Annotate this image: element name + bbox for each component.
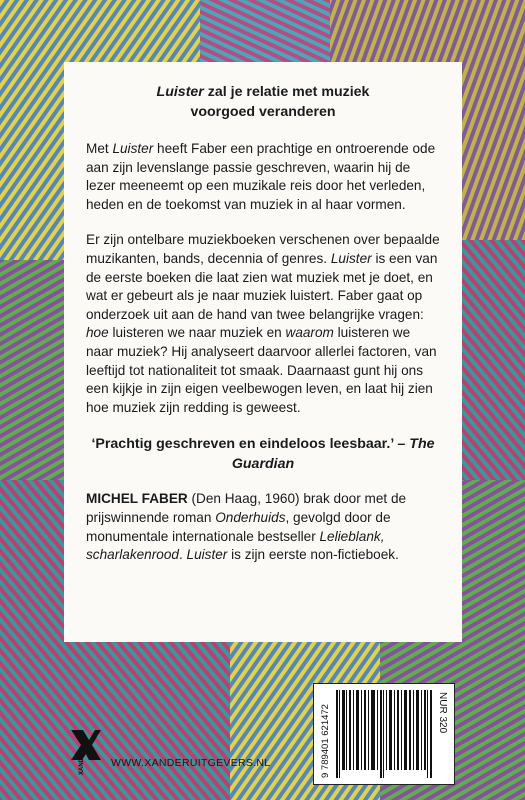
xander-logo bbox=[69, 728, 103, 776]
barcode-bars bbox=[336, 690, 432, 778]
press-quote: ‘Prachtig geschreven en eindeloos leesbaar.’ – The Guardian bbox=[91, 436, 435, 473]
paragraph-description: Er zijn ontelbare muziekboeken verschenen over bepaalde muzikanten, bands, decennia of genres. Luister is een van de eerste boeken die laat zien wat muziek met je doet, en wat er gebeurt als je naar muziek luistert. Faber gaat op onderzoek uit aan de hand van twee belangrijke vragen: hoe luisteren we naar muziek en waarom luisteren we naar muziek? Hij analyseert daarvoor allerlei factoren, van leeftijd tot nationaliteit tot smaak. Daarnaast gunt hij ons een kijkje in zijn eigen veelbewogen leven, en laat hij zien hoe muziek zijn redding is geweest. bbox=[86, 232, 440, 415]
barcode bbox=[313, 683, 455, 785]
publisher-website[interactable]: WWW.XANDERUITGEVERS.NL bbox=[111, 757, 271, 769]
isbn-number bbox=[316, 690, 332, 780]
paragraph-intro: Met Luister heeft Faber een prachtige en ontroerende ode aan zijn levenslange passie geschreven, waarin hij de lezer meeneemt op een muzikale reis door het verleden, heden en de toekomst van muziek in al haar vormen. bbox=[86, 141, 436, 212]
blurb-card bbox=[64, 62, 462, 642]
author-bio: MICHEL FABER (Den Haag, 1960) brak door met de prijswinnende roman Onderhuids, gevolgd door de monumentale internationale bestseller Lelieblank, scharlakenrood. Luister is zijn eerste non-fictieboek. bbox=[86, 491, 407, 563]
svg-text:NUR 320: NUR 320 bbox=[437, 692, 448, 734]
svg-text:9 789401 621472: 9 789401 621472 bbox=[320, 704, 331, 778]
svg-text:XANDER: XANDER bbox=[79, 749, 85, 775]
headline: Luister zal je relatie met muziek voorgoed veranderen bbox=[156, 84, 370, 120]
nur-code bbox=[436, 690, 452, 750]
